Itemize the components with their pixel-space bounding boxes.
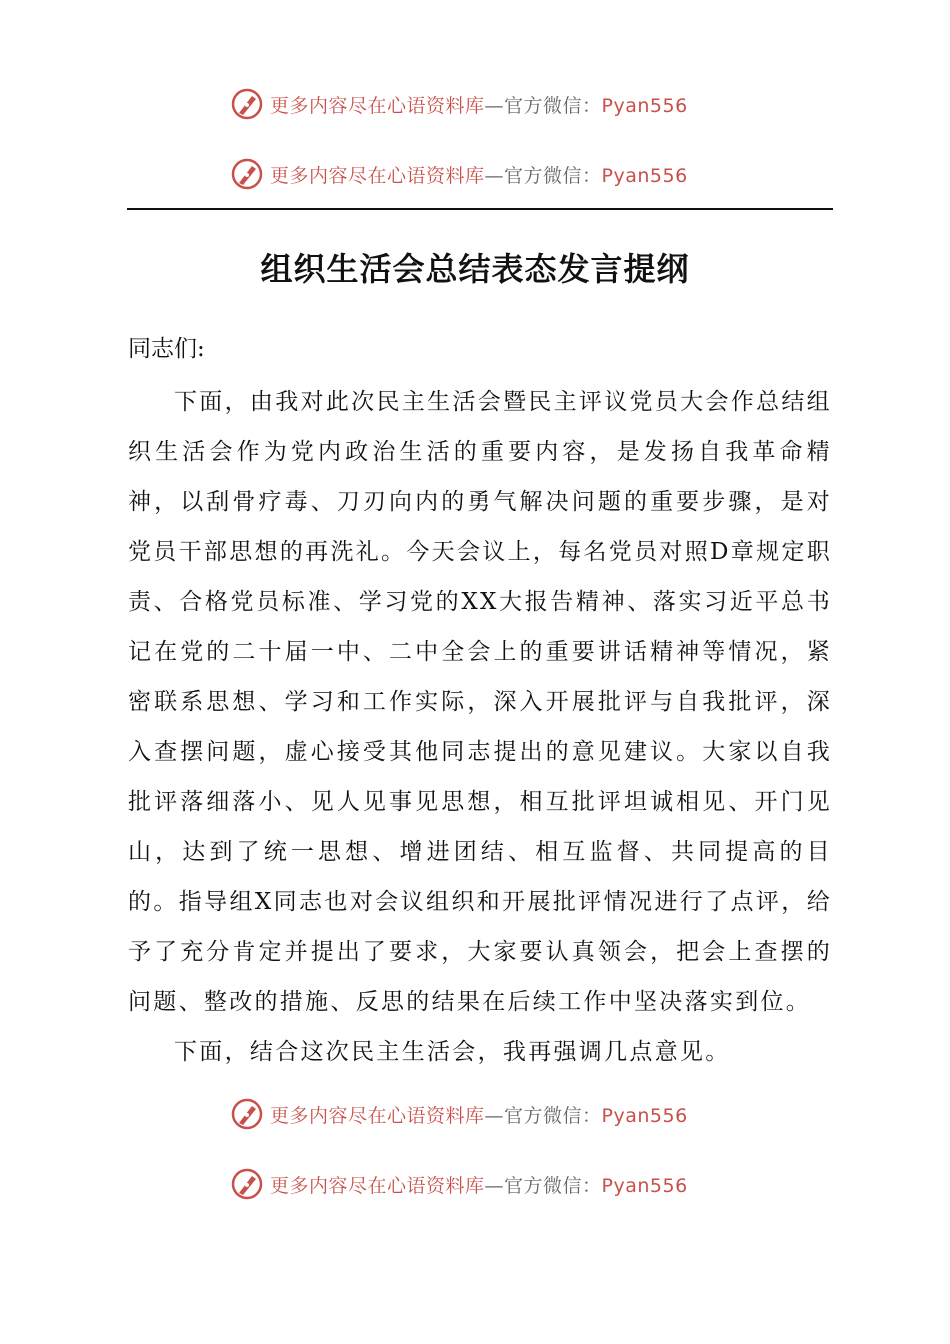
watermark-text: 更多内容尽在心语资料库—官方微信：Pyan556: [270, 1174, 688, 1197]
document-body: [128, 377, 832, 1077]
watermark-banner-top-1: [230, 84, 688, 124]
fountain-pen-circle-icon: [230, 1167, 264, 1201]
body-paragraph: 下面，由我对此次民主生活会暨民主评议党员大会作总结组织生活会作为党内政治生活的重要内容，是发扬自我革命精神，以刮骨疗毒、刀刃向内的勇气解决问题的重要步骤，是对党员干部思想的再洗礼。今天会议上，每名党员对照D章规定职责、合格党员标准、学习党的XX大报告精神、落实习近平总书记在党的二十届一中、二中全会上的重要讲话精神等情况，紧密联系思想、学习和工作实际，深入开展批评与自我批评，深入查摆问题，虚心接受其他同志提出的意见建议。大家以自我批评落细落小、见人见事见思想，相互批评坦诚相见、开门见山，达到了统一思想、增进团结、相互监督、共同提高的目的。指导组X同志也对会议组织和开展批评情况进行了点评，给予了充分肯定并提出了要求，大家要认真领会，把会上查摆的问题、整改的措施、反思的结果在后续工作中坚决落实到位。: [128, 389, 832, 1015]
body-paragraph: 下面，结合这次民主生活会，我再强调几点意见。: [174, 1039, 731, 1065]
fountain-pen-circle-icon: [230, 157, 264, 191]
header-divider: [127, 208, 833, 210]
watermark-text: 更多内容尽在心语资料库—官方微信：Pyan556: [270, 94, 688, 117]
watermark-text: 更多内容尽在心语资料库—官方微信：Pyan556: [270, 1104, 688, 1127]
watermark-banner-bottom-1: [230, 1094, 688, 1134]
fountain-pen-circle-icon: [230, 87, 264, 121]
fountain-pen-circle-icon: [230, 1097, 264, 1131]
watermark-banner-bottom-2: [230, 1164, 688, 1204]
document-title: 组织生活会总结表态发言提纲: [260, 250, 690, 288]
salutation: 同志们:: [128, 336, 205, 362]
watermark-banner-top-2: [230, 154, 688, 194]
watermark-text: 更多内容尽在心语资料库—官方微信：Pyan556: [270, 164, 688, 187]
